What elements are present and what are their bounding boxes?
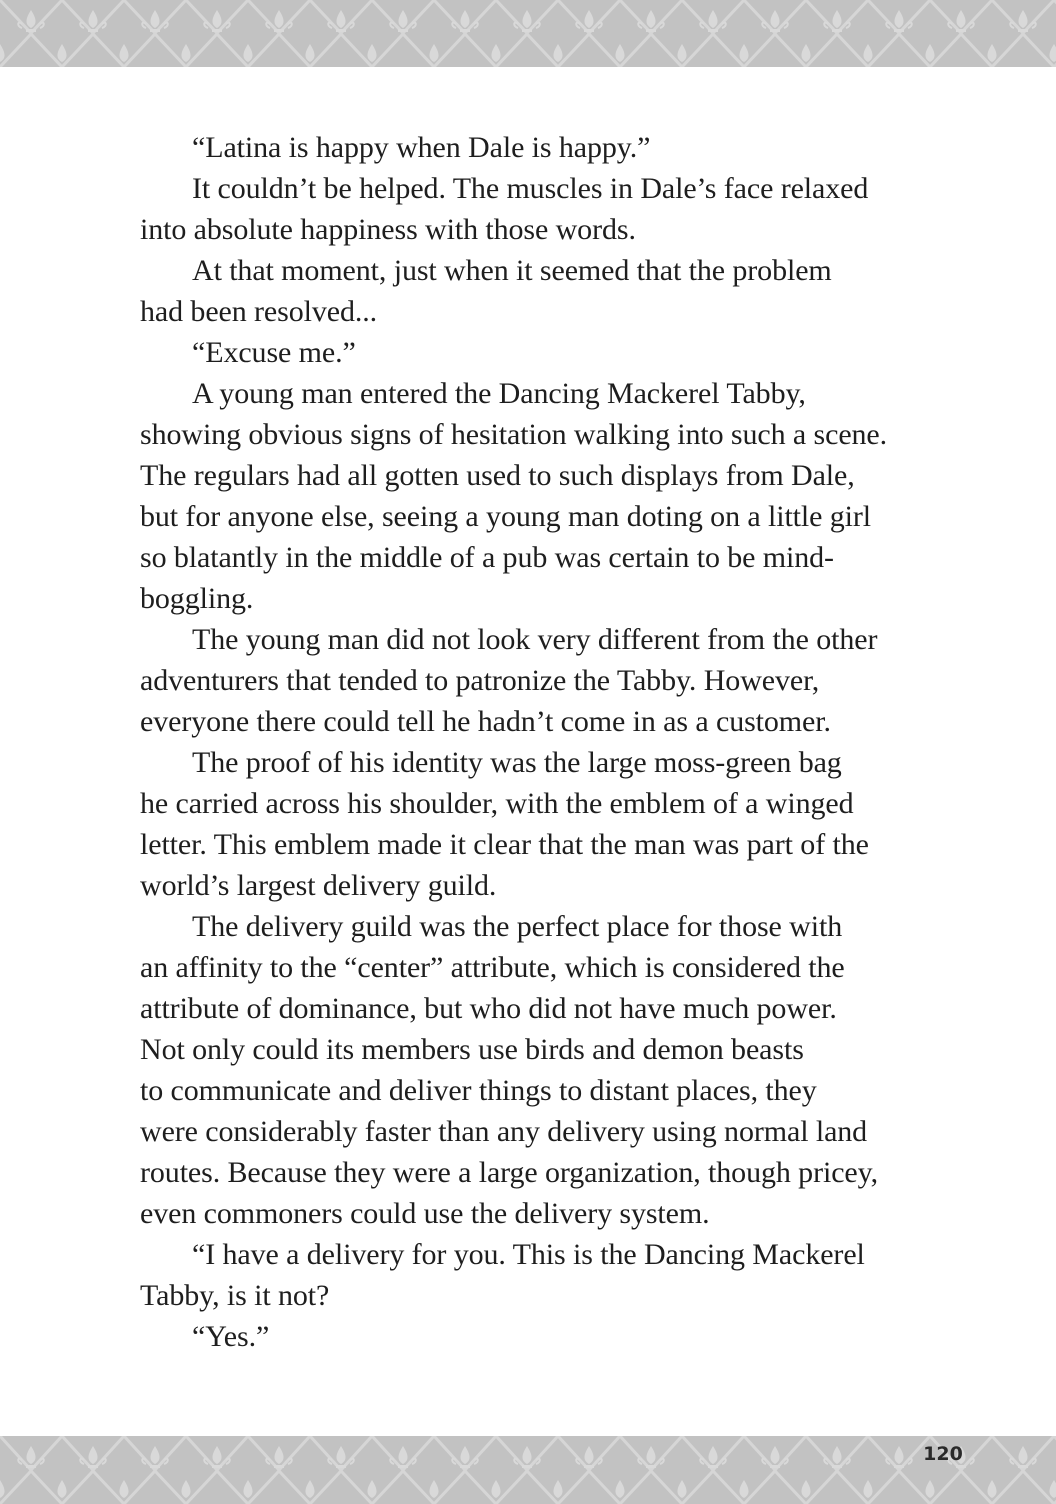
bottom-ornamental-band (0, 1436, 1056, 1504)
text-line: A young man entered the Dancing Mackerel Tabby, (192, 377, 806, 410)
page-number: 120 (923, 1443, 963, 1465)
text-line: everyone there could tell he hadn’t come in as a customer. (140, 705, 831, 738)
text-line: “Latina is happy when Dale is happy.” (192, 131, 651, 164)
text-line: but for anyone else, seeing a young man doting on a little girl (140, 500, 872, 533)
text-line: At that moment, just when it seemed that the problem (192, 254, 832, 287)
text-line: even commoners could use the delivery system. (140, 1197, 710, 1230)
ornament-pattern-icon (0, 1436, 1056, 1504)
text-line: he carried across his shoulder, with the emblem of a winged (140, 787, 854, 820)
text-line: world’s largest delivery guild. (140, 869, 497, 902)
text-line: routes. Because they were a large organization, though pricey, (140, 1156, 878, 1189)
text-line: had been resolved... (140, 295, 378, 328)
text-line: so blatantly in the middle of a pub was certain to be mind- (140, 541, 834, 574)
text-line: attribute of dominance, but who did not have much power. (140, 992, 837, 1025)
text-line: The delivery guild was the perfect place for those with (192, 910, 843, 943)
text-line: The proof of his identity was the large moss-green bag (192, 746, 842, 779)
text-line: into absolute happiness with those words. (140, 213, 636, 246)
text-line: were considerably faster than any delivery using normal land (140, 1115, 868, 1148)
text-line: The regulars had all gotten used to such displays from Dale, (140, 459, 855, 492)
text-line: to communicate and deliver things to distant places, they (140, 1074, 817, 1107)
text-line: adventurers that tended to patronize the Tabby. However, (140, 664, 820, 697)
text-line: “Excuse me.” (192, 336, 356, 369)
text-line: letter. This emblem made it clear that the man was part of the (140, 828, 869, 861)
top-ornamental-band (0, 0, 1056, 67)
text-line: “I have a delivery for you. This is the Dancing Mackerel (192, 1238, 865, 1271)
text-line: Not only could its members use birds and demon beasts (140, 1033, 804, 1066)
text-line: boggling. (140, 582, 254, 615)
text-line: “Yes.” (192, 1320, 270, 1353)
text-line: It couldn’t be helped. The muscles in Dale’s face relaxed (192, 172, 869, 205)
text-line: showing obvious signs of hesitation walking into such a scene. (140, 418, 888, 451)
text-line: an affinity to the “center” attribute, which is considered the (140, 951, 845, 984)
text-line: Tabby, is it not? (140, 1279, 330, 1312)
ornament-pattern-icon (0, 0, 1056, 67)
text-line: The young man did not look very different from the other (192, 623, 878, 656)
